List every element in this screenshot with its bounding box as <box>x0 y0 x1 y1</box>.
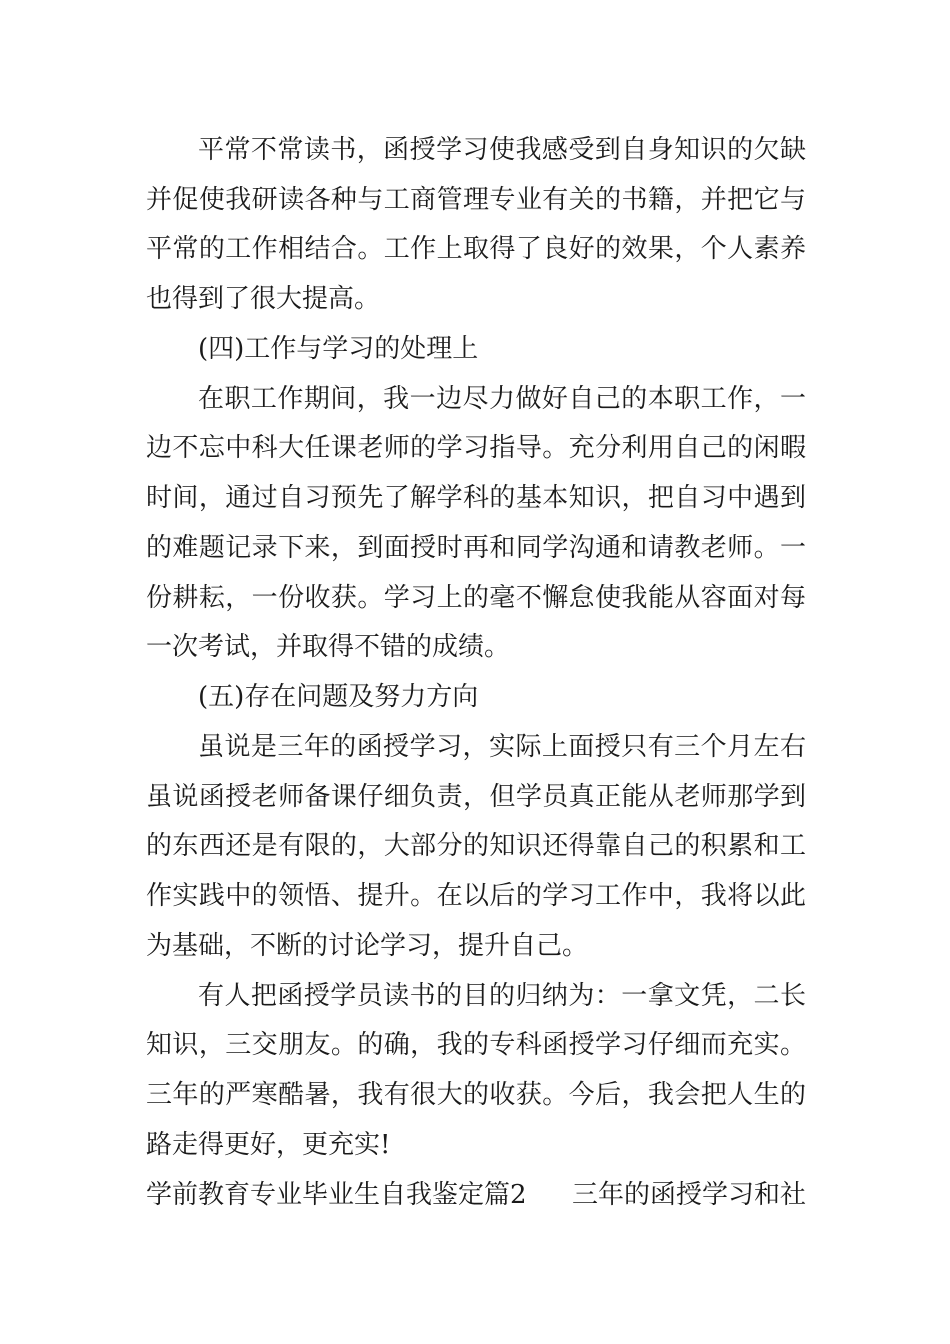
paragraph-2-line-4: 的难题记录下来，到面授时再和同学沟通和请教老师。一 <box>146 533 806 563</box>
paragraph-4-line-3: 三年的严寒酷暑，我有很大的收获。今后，我会把人生的 <box>146 1080 806 1110</box>
paragraph-1-line-3: 平常的工作相结合。工作上取得了良好的效果，个人素养 <box>146 234 806 264</box>
paragraph-3-line-1: 虽说是三年的函授学习，实际上面授只有三个月左右 <box>198 732 806 762</box>
paragraph-1-line-1: 平常不常读书，函授学习使我感受到自身知识的欠缺 <box>198 135 806 165</box>
paragraph-2-line-2: 边不忘中科大任课老师的学习指导。充分利用自己的闲暇 <box>146 433 806 463</box>
paragraph-2-line-6: 一次考试，并取得不错的成绩。 <box>146 632 511 662</box>
paragraph-4-line-1: 有人把函授学员读书的目的归纳为：一拿文凭，二长 <box>198 981 806 1011</box>
paragraph-3-line-5: 为基础，不断的讨论学习，提升自己。 <box>146 931 589 961</box>
section-4-heading: (四)工作与学习的处理上 <box>198 334 479 364</box>
section-5-heading: (五)存在问题及努力方向 <box>198 682 479 712</box>
next-article-title: 学前教育专业毕业生自我鉴定篇2 <box>146 1180 527 1210</box>
next-article-row <box>146 1178 806 1212</box>
paragraph-4-line-2: 知识，三交朋友。的确，我的专科函授学习仔细而充实。 <box>146 1030 806 1060</box>
next-article-lead: 三年的函授学习和社 <box>571 1180 806 1210</box>
paragraph-2-line-1: 在职工作期间，我一边尽力做好自己的本职工作，一 <box>198 384 806 414</box>
paragraph-1-line-2: 并促使我研读各种与工商管理专业有关的书籍，并把它与 <box>146 185 806 215</box>
paragraph-4-line-4: 路走得更好，更充实! <box>146 1130 391 1160</box>
paragraph-2-line-3: 时间，通过自习预先了解学科的基本知识，把自习中遇到 <box>146 483 806 513</box>
paragraph-2-line-5: 份耕耘，一份收获。学习上的毫不懈怠使我能从容面对每 <box>146 583 806 613</box>
paragraph-3-line-3: 的东西还是有限的，大部分的知识还得靠自己的积累和工 <box>146 831 806 861</box>
paragraph-3-line-2: 虽说函授老师备课仔细负责，但学员真正能从老师那学到 <box>146 782 806 812</box>
paragraph-1-line-4: 也得到了很大提高。 <box>146 284 381 314</box>
paragraph-3-line-4: 作实践中的领悟、提升。在以后的学习工作中，我将以此 <box>146 881 806 911</box>
